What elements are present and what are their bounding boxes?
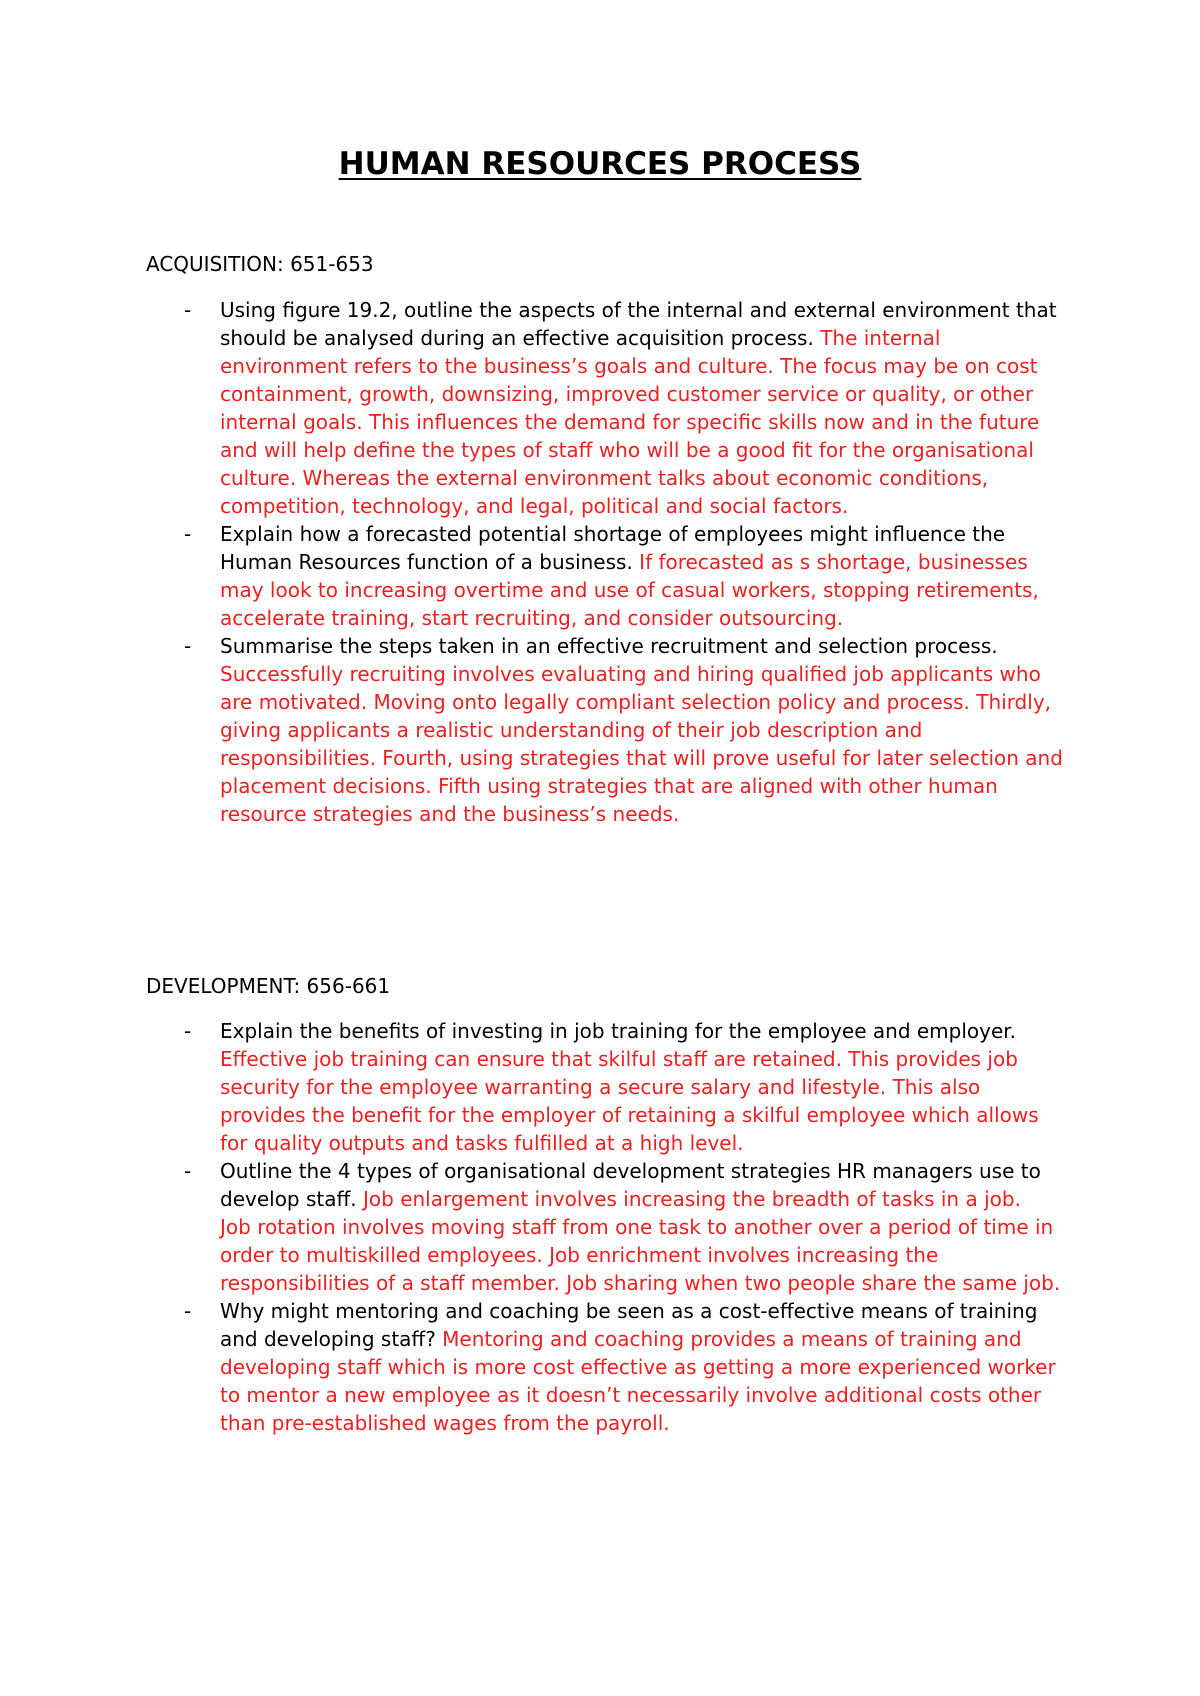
list-item <box>146 296 1066 520</box>
list-item <box>146 1157 1066 1297</box>
answer-text: Successfully recruiting involves evaluating and hiring qualified job applicants who are motivated. Moving onto legally compliant selection policy and process. Thirdly, giving applicants a realistic understanding of their job description and responsibilities. Fourth, using strategies that will prove useful for later selection and placement decisions. Fifth using strategies that are aligned with other human resource strategies and the business’s needs. <box>220 662 1063 826</box>
answer-text: If forecasted as s shortage, businesses may look to increasing overtime and use of casual workers, stopping retirements, accelerate training, start recruiting, and consider outsourcing. <box>220 550 1039 630</box>
question-text: Summarise the steps taken in an effective recruitment and selection process. <box>220 634 998 658</box>
answer-text: Job enlargement involves increasing the breadth of tasks in a job. <box>363 1187 1021 1211</box>
bullet-dash: - <box>184 522 192 546</box>
bullet-dash: - <box>184 1299 192 1323</box>
bullet-dash: - <box>184 1019 192 1043</box>
list-item <box>146 1297 1066 1437</box>
list-item <box>146 520 1066 632</box>
bullet-dash: - <box>184 298 192 322</box>
section-heading-development: DEVELOPMENT: 656-661 <box>146 974 391 998</box>
bullet-dash: - <box>184 634 192 658</box>
document-title: HUMAN RESOURCES PROCESS <box>338 146 862 182</box>
development-question-list <box>146 1017 1066 1437</box>
question-text: Explain the benefits of investing in job training for the employee and employer. <box>220 1019 1017 1043</box>
question-text: Outline the 4 types of organisational development strategies HR managers use to develop staff. <box>220 1159 1041 1211</box>
bullet-dash: - <box>184 1159 192 1183</box>
section-heading-acquisition: ACQUISITION: 651-653 <box>146 252 374 276</box>
answer-text-continued: Job rotation involves moving staff from one task to another over a period of time in order to multiskilled employees. Job enrichment involves increasing the responsibilities of a staff member. Job sharing when two people share the same job. <box>220 1215 1061 1295</box>
answer-text: Mentoring and coaching provides a means of training and developing staff which is more cost effective as getting a more experienced worker to mentor a new employee as it doesn’t necessarily involve additional costs other than pre-established wages from the payroll. <box>220 1327 1056 1435</box>
question-text: Using figure 19.2, outline the aspects of the internal and external environment that should be analysed during an effective acquisition process. <box>220 298 1057 350</box>
question-text: Explain how a forecasted potential shortage of employees might influence the Human Resources function of a business. <box>220 522 1006 574</box>
question-text: Why might mentoring and coaching be seen as a cost-effective means of training and developing staff? <box>220 1299 1038 1351</box>
answer-text: Effective job training can ensure that skilful staff are retained. This provides job security for the employee warranting a secure salary and lifestyle. This also provides the benefit for the employer of retaining a skilful employee which allows for quality outputs and tasks fulfilled at a high level. <box>220 1047 1039 1155</box>
acquisition-question-list <box>146 296 1066 828</box>
list-item <box>146 1017 1066 1157</box>
list-item <box>146 632 1066 828</box>
answer-text: The internal environment refers to the business’s goals and culture. The focus may be on cost containment, growth, downsizing, improved customer service or quality, or other internal goals. This influences the demand for specific skills now and in the future and will help define the types of staff who will be a good fit for the organisational culture. Whereas the external environment talks about economic conditions, competition, technology, and legal, political and social factors. <box>220 326 1040 518</box>
